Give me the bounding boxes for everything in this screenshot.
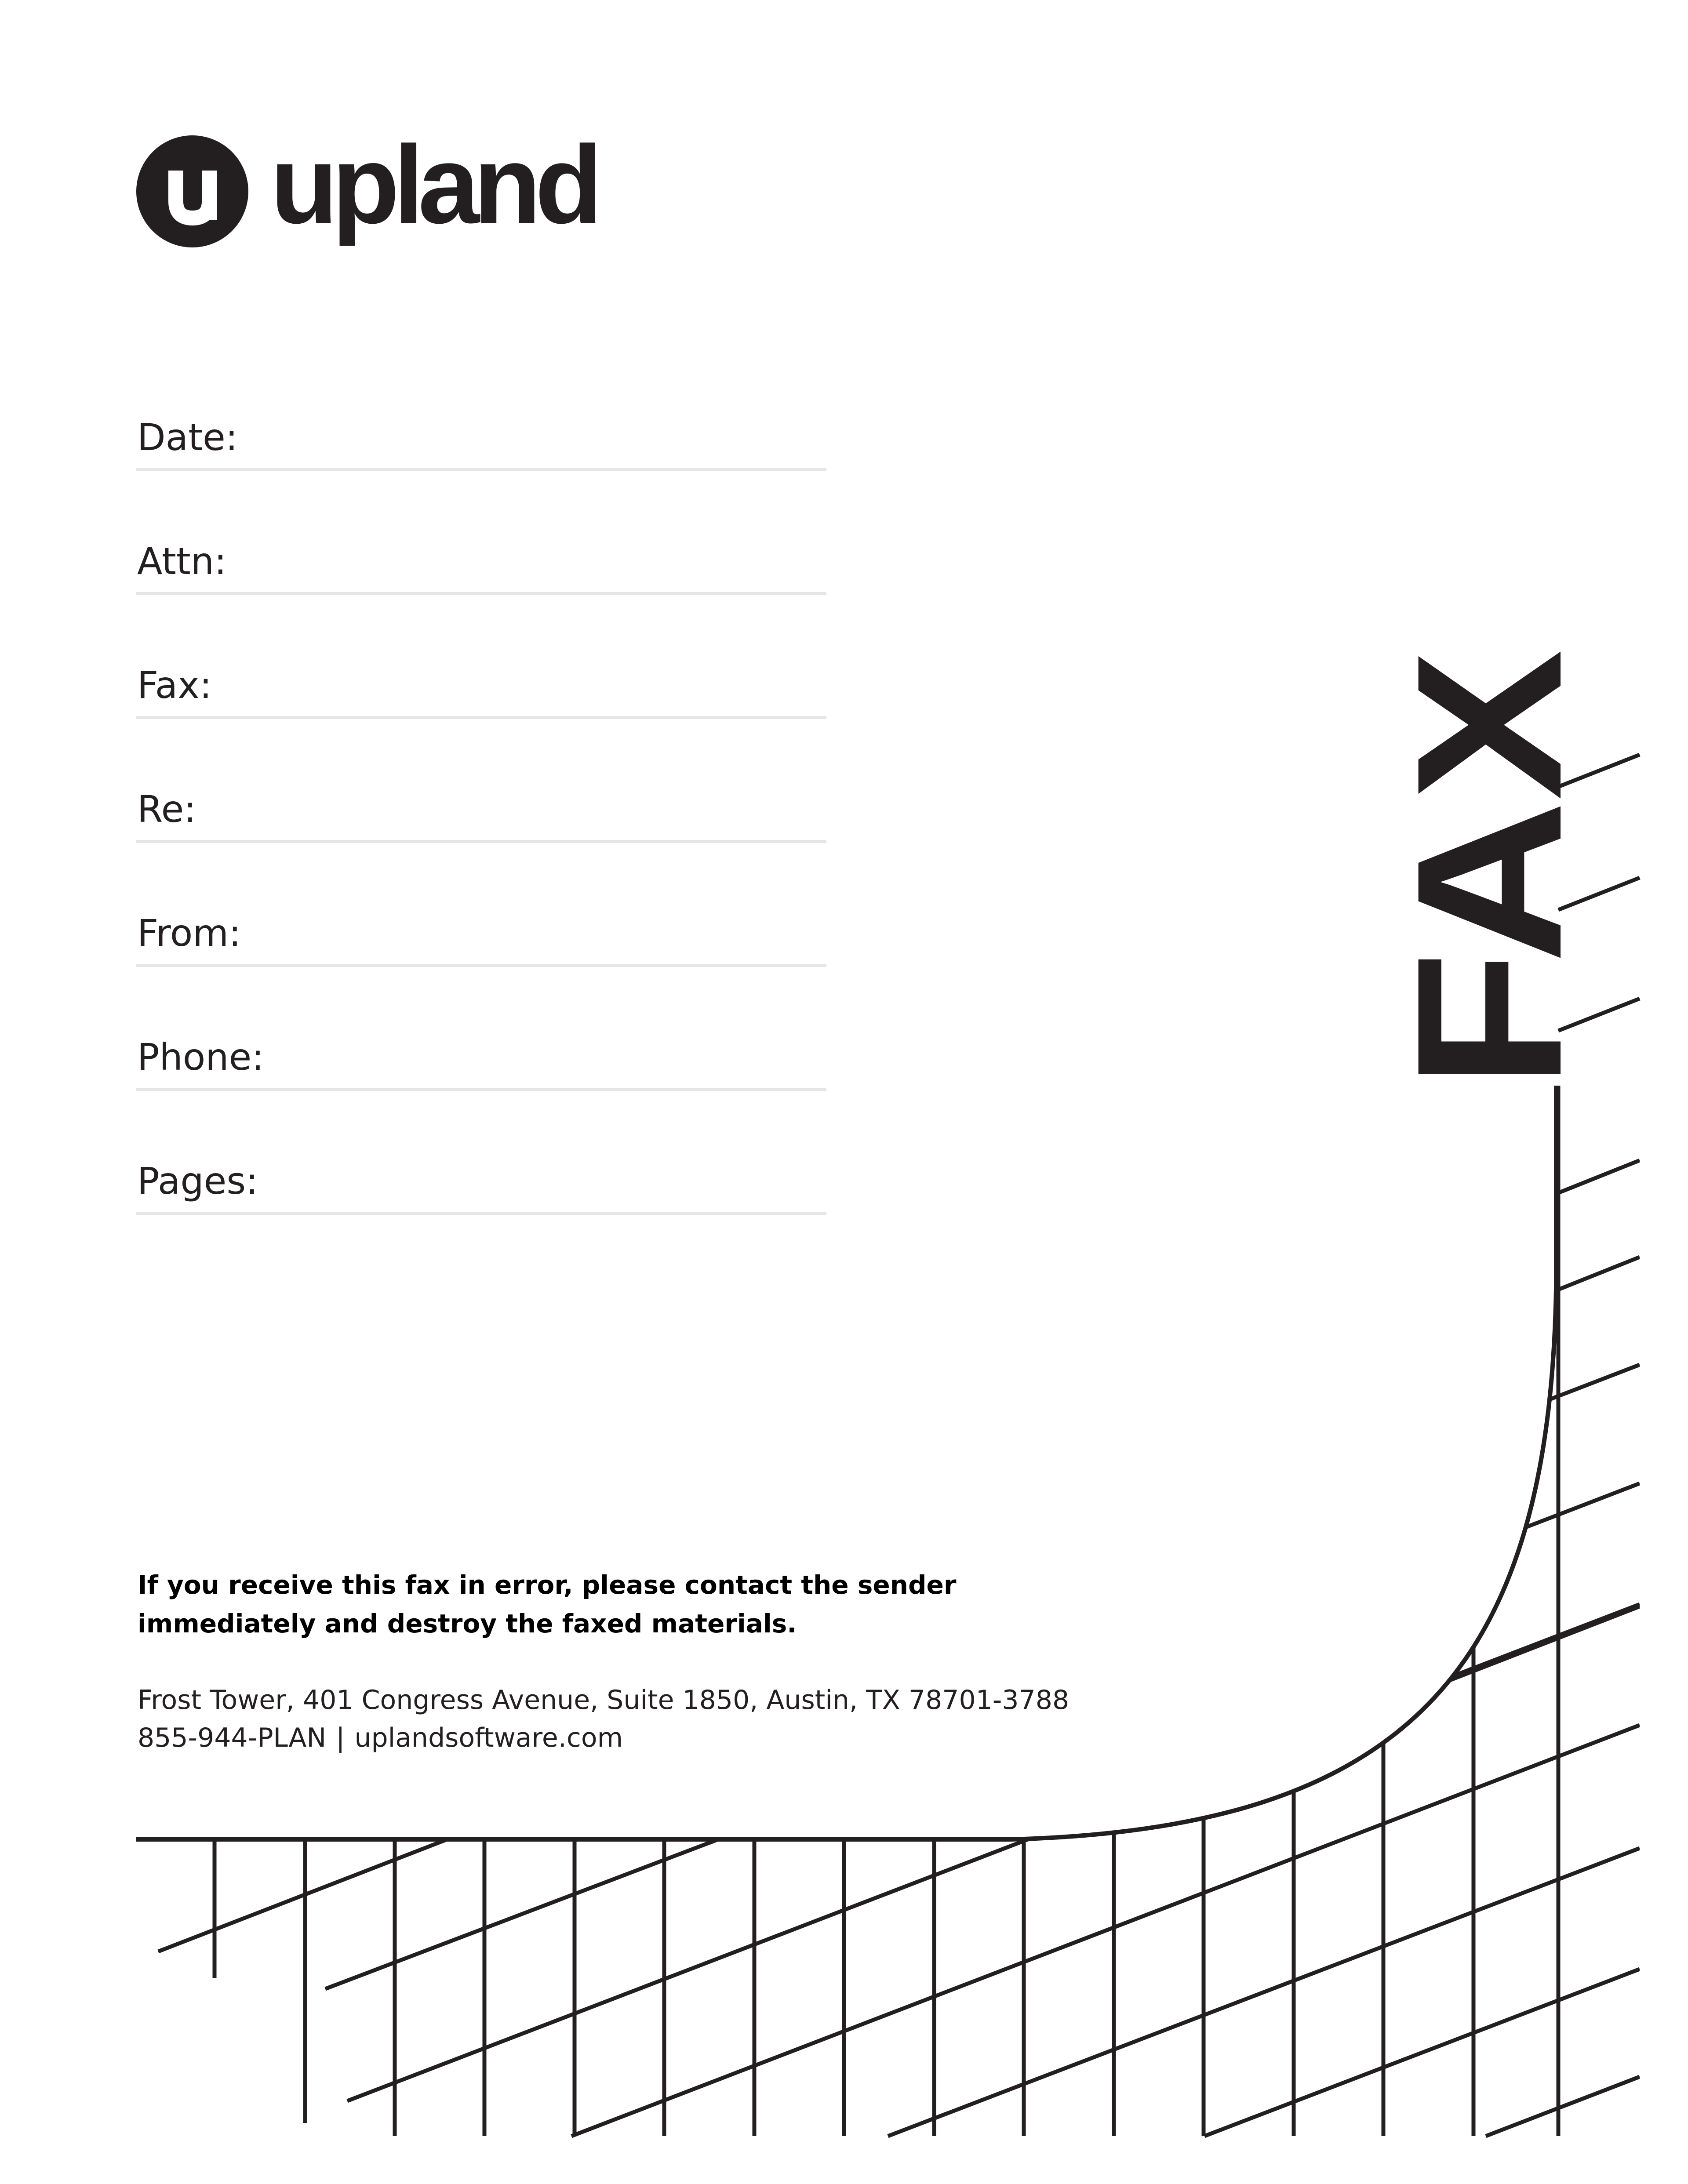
pages-label: Pages:	[137, 1159, 258, 1203]
fax-title	[1374, 650, 1604, 1089]
re-label: Re:	[137, 788, 196, 831]
from-label: From:	[137, 912, 241, 955]
footer-phone: 855-944-PLAN	[138, 1722, 327, 1753]
upland-wordmark: upland	[270, 123, 597, 247]
notice-line-1: If you receive this fax in error, please contact the sender	[138, 1570, 957, 1600]
fax-title-text: FAX	[1374, 687, 1604, 1089]
phone-label: Phone:	[137, 1036, 264, 1079]
notice-line-2: immediately and destroy the faxed materials.	[138, 1609, 797, 1639]
footer-separator: |	[336, 1722, 345, 1753]
footer-address: Frost Tower, 401 Congress Avenue, Suite 1850, Austin, TX 78701-3788	[138, 1685, 1070, 1715]
date-label: Date:	[137, 416, 238, 459]
fax-label: Fax:	[137, 664, 212, 707]
footer-website[interactable]: uplandsoftware.com	[354, 1722, 623, 1753]
attn-label: Attn:	[137, 540, 227, 583]
